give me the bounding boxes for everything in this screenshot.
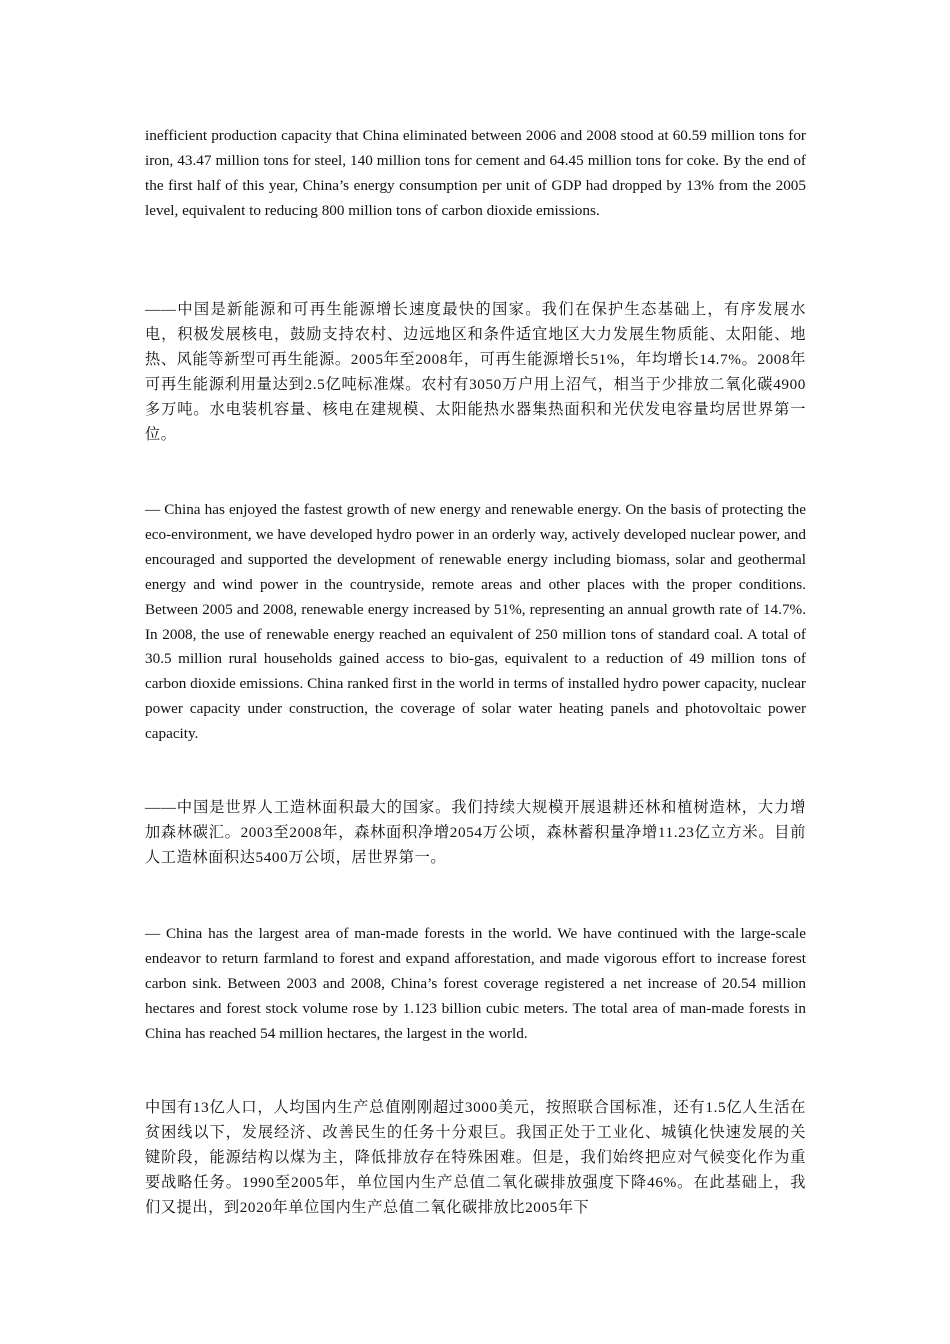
paragraph-en-forests: — China has the largest area of man-made forests in the world. We have continued with the large-scale endeavor to return farmland to forest and expand afforestation, and made vigorous effort to increase forest carbon sink. Between 2003 and 2008, China’s forest coverage registered a net increase of 20.54 million hectares and forest stock volume rose by 1.123 billion cubic meters. The total area of man-made forests in China has reached 54 million hectares, the largest in the world.: [145, 925, 806, 1042]
paragraph-en-renewable-energy: — China has enjoyed the fastest growth of new energy and renewable energy. On the basis of protecting the eco-environment, we have developed hydro power in an orderly way, actively developed nuclear power, and encouraged and supported the development of renewable energy including biomass, solar and geothermal energy and wind power in the countryside, remote areas and other places with the proper conditions. Between 2005 and 2008, renewable energy increased by 51%, representing an annual growth rate of 14.7%. In 2008, the use of renewable energy reached an equivalent of 250 million tons of standard coal. A total of 30.5 million rural households gained access to bio-gas, equivalent to a reduction of 49 million tons of carbon dioxide emissions. China ranked first in the world in terms of installed hydro power capacity, nuclear power capacity under construction, the coverage of solar water heating panels and photovoltaic power capacity.: [145, 501, 806, 743]
paragraph-zh-population: 中国有13亿人口，人均国内生产总值刚刚超过3000美元，按照联合国标准，还有1.5亿人生活在贫困线以下，发展经济、改善民生的任务十分艰巨。我国正处于工业化、城镇化快速发展的关键阶段，能源结构以煤为主，降低排放存在特殊困难。但是，我们始终把应对气候变化作为重要战略任务。1990至2005年，单位国内生产总值二氧化碳排放强度下降46%。在此基础上，我们又提出，到2020年单位国内生产总值二氧化碳排放比2005年下: [145, 1099, 806, 1216]
paragraph-zh-forests: ——中国是世界人工造林面积最大的国家。我们持续大规模开展退耕还林和植树造林，大力增加森林碳汇。2003至2008年，森林面积净增2054万公顷，森林蓄积量净增11.23亿立方米。目前人工造林面积达5400万公顷，居世界第一。: [145, 799, 806, 866]
paragraph-zh-renewable-energy: ——中国是新能源和可再生能源增长速度最快的国家。我们在保护生态基础上，有序发展水电，积极发展核电，鼓励支持农村、边远地区和条件适宜地区大力发展生物质能、太阳能、地热、风能等新型可再生能源。2005年至2008年，可再生能源增长51%，年均增长14.7%。2008年可再生能源利用量达到2.5亿吨标准煤。农村有3050万户用上沼气，相当于少排放二氧化碳4900多万吨。水电装机容量、核电在建规模、太阳能热水器集热面积和光伏发电容量均居世界第一位。: [145, 301, 806, 443]
paragraph-en-energy-efficiency: inefficient production capacity that China eliminated between 2006 and 2008 stood at 60.59 million tons for iron, 43.47 million tons for steel, 140 million tons for cement and 64.45 million tons for coke. By the end of the first half of this year, China’s energy consumption per unit of GDP had dropped by 13% from the 2005 level, equivalent to reducing 800 million tons of carbon dioxide emissions.: [145, 127, 806, 219]
